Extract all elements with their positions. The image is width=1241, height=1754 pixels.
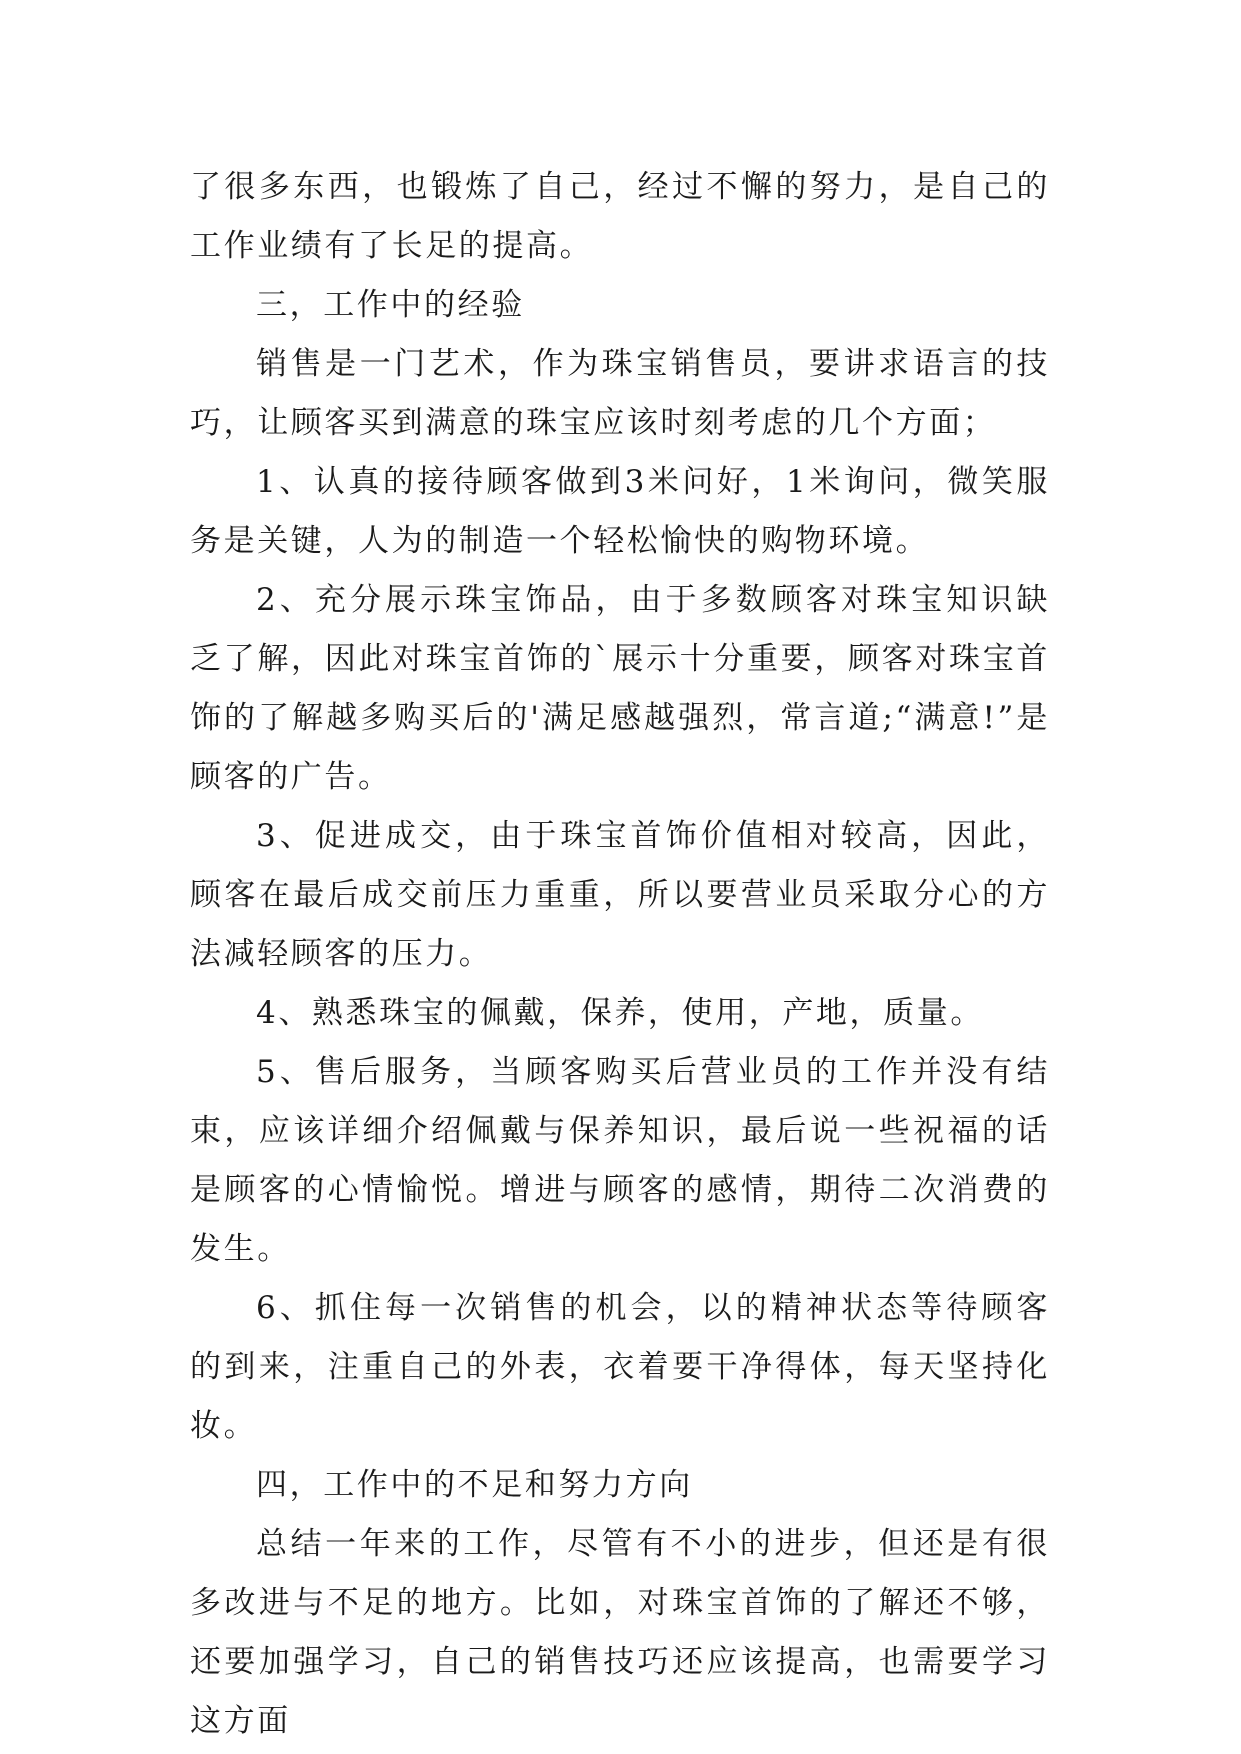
list-item-2: 2、充分展示珠宝饰品，由于多数顾客对珠宝知识缺乏了解，因此对珠宝首饰的`展示十分重要，顾客对珠宝首饰的了解越多购买后的'满足感越强烈，常言道;“满意!”是顾客的广告。 — [190, 582, 1050, 795]
document-page — [190, 158, 1050, 1751]
list-item-4: 4、熟悉珠宝的佩戴，保养，使用，产地，质量。 — [256, 995, 984, 1031]
section-heading-shortcomings: 四，工作中的不足和努力方向 — [256, 1467, 693, 1503]
paragraph-sales-art: 销售是一门艺术，作为珠宝销售员，要讲求语言的技巧，让顾客买到满意的珠宝应该时刻考虑的几个方面； — [190, 346, 1050, 441]
paragraph-continuation: 了很多东西，也锻炼了自己，经过不懈的努力，是自己的工作业绩有了长足的提高。 — [190, 169, 1050, 264]
section-heading-experience: 三，工作中的经验 — [256, 287, 525, 323]
list-item-3: 3、促进成交，由于珠宝首饰价值相对较高，因此，顾客在最后成交前压力重重，所以要营业员采取分心的方法减轻顾客的压力。 — [190, 818, 1050, 972]
list-item-6: 6、抓住每一次销售的机会，以的精神状态等待顾客的到来，注重自己的外表，衣着要干净得体，每天坚持化妆。 — [190, 1290, 1050, 1444]
list-item-5: 5、售后服务，当顾客购买后营业员的工作并没有结束，应该详细介绍佩戴与保养知识，最后说一些祝福的话是顾客的心情愉悦。增进与顾客的感情，期待二次消费的发生。 — [190, 1054, 1050, 1267]
paragraph-summary: 总结一年来的工作，尽管有不小的进步，但还是有很多改进与不足的地方。比如，对珠宝首饰的了解还不够，还要加强学习，自己的销售技巧还应该提高，也需要学习这方面 — [190, 1526, 1050, 1739]
list-item-1: 1、认真的接待顾客做到3米问好，1米询问，微笑服务是关键，人为的制造一个轻松愉快的购物环境。 — [190, 464, 1050, 559]
